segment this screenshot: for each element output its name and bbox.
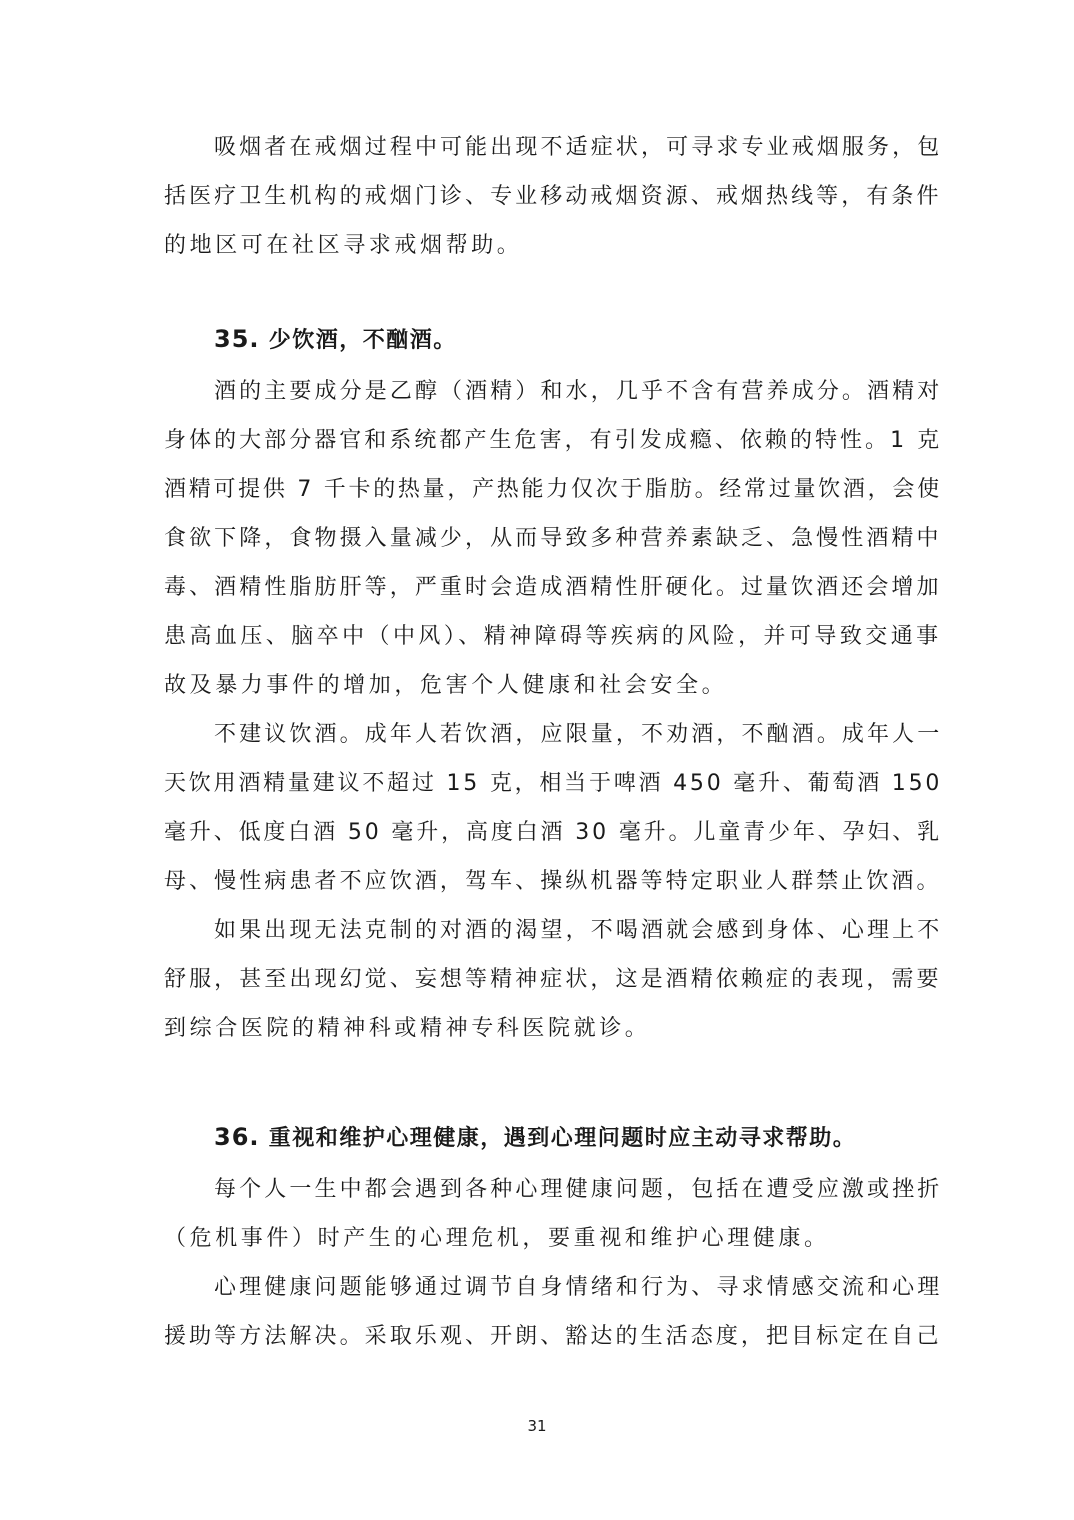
text-line: 酒的主要成分是乙醇（酒精）和水，几乎不含有营养成分。酒精对	[214, 379, 943, 404]
text-line: 不建议饮酒。成年人若饮酒，应限量，不劝酒，不酗酒。成年人一	[214, 722, 943, 747]
text-line: 到综合医院的精神科或精神专科医院就诊。	[164, 1016, 651, 1041]
text-line: 毒、酒精性脂肪肝等，严重时会造成酒精性肝硬化。过量饮酒还会增加	[164, 575, 942, 600]
text-line: 每个人一生中都会遇到各种心理健康问题，包括在遭受应激或挫折	[214, 1177, 943, 1202]
text-line: 吸烟者在戒烟过程中可能出现不适症状，可寻求专业戒烟服务，包	[214, 135, 943, 160]
text-line: 的地区可在社区寻求戒烟帮助。	[164, 233, 523, 258]
text-line: 括医疗卫生机构的戒烟门诊、专业移动戒烟资源、戒烟热线等，有条件	[164, 184, 942, 209]
text-line: 食欲下降，食物摄入量减少，从而导致多种营养素缺乏、急慢性酒精中	[164, 526, 942, 551]
section-36-number: 36.	[214, 1123, 260, 1151]
text-line: 毫升、低度白酒 50 毫升，高度白酒 30 毫升。儿童青少年、孕妇、乳	[164, 820, 942, 845]
section-36-heading	[214, 1122, 856, 1154]
section-35-title: 少饮酒，不酗酒。	[268, 328, 457, 353]
text-line: 天饮用酒精量建议不超过 15 克，相当于啤酒 450 毫升、葡萄酒 150	[164, 771, 943, 796]
text-line: 援助等方法解决。采取乐观、开朗、豁达的生活态度，把目标定在自己	[164, 1324, 942, 1349]
text-line: 故及暴力事件的增加，危害个人健康和社会安全。	[164, 673, 728, 698]
text-line: 母、慢性病患者不应饮酒，驾车、操纵机器等特定职业人群禁止饮酒。	[164, 869, 942, 894]
section-35-heading	[214, 324, 457, 356]
page-number: 31	[527, 1417, 547, 1435]
text-line: 患高血压、脑卒中（中风）、精神障碍等疾病的风险，并可导致交通事	[164, 624, 942, 649]
text-line: （危机事件）时产生的心理危机，要重视和维护心理健康。	[164, 1226, 830, 1251]
text-line: 酒精可提供 7 千卡的热量，产热能力仅次于脂肪。经常过量饮酒，会使	[164, 477, 942, 502]
section-35-number: 35.	[214, 325, 260, 353]
text-line: 如果出现无法克制的对酒的渴望，不喝酒就会感到身体、心理上不	[214, 918, 943, 943]
text-line: 心理健康问题能够通过调节自身情绪和行为、寻求情感交流和心理	[214, 1275, 943, 1300]
text-line: 身体的大部分器官和系统都产生危害，有引发成瘾、依赖的特性。1 克	[164, 428, 943, 453]
section-36-title: 重视和维护心理健康，遇到心理问题时应主动寻求帮助。	[268, 1126, 857, 1151]
text-line: 舒服，甚至出现幻觉、妄想等精神症状，这是酒精依赖症的表现，需要	[164, 967, 942, 992]
